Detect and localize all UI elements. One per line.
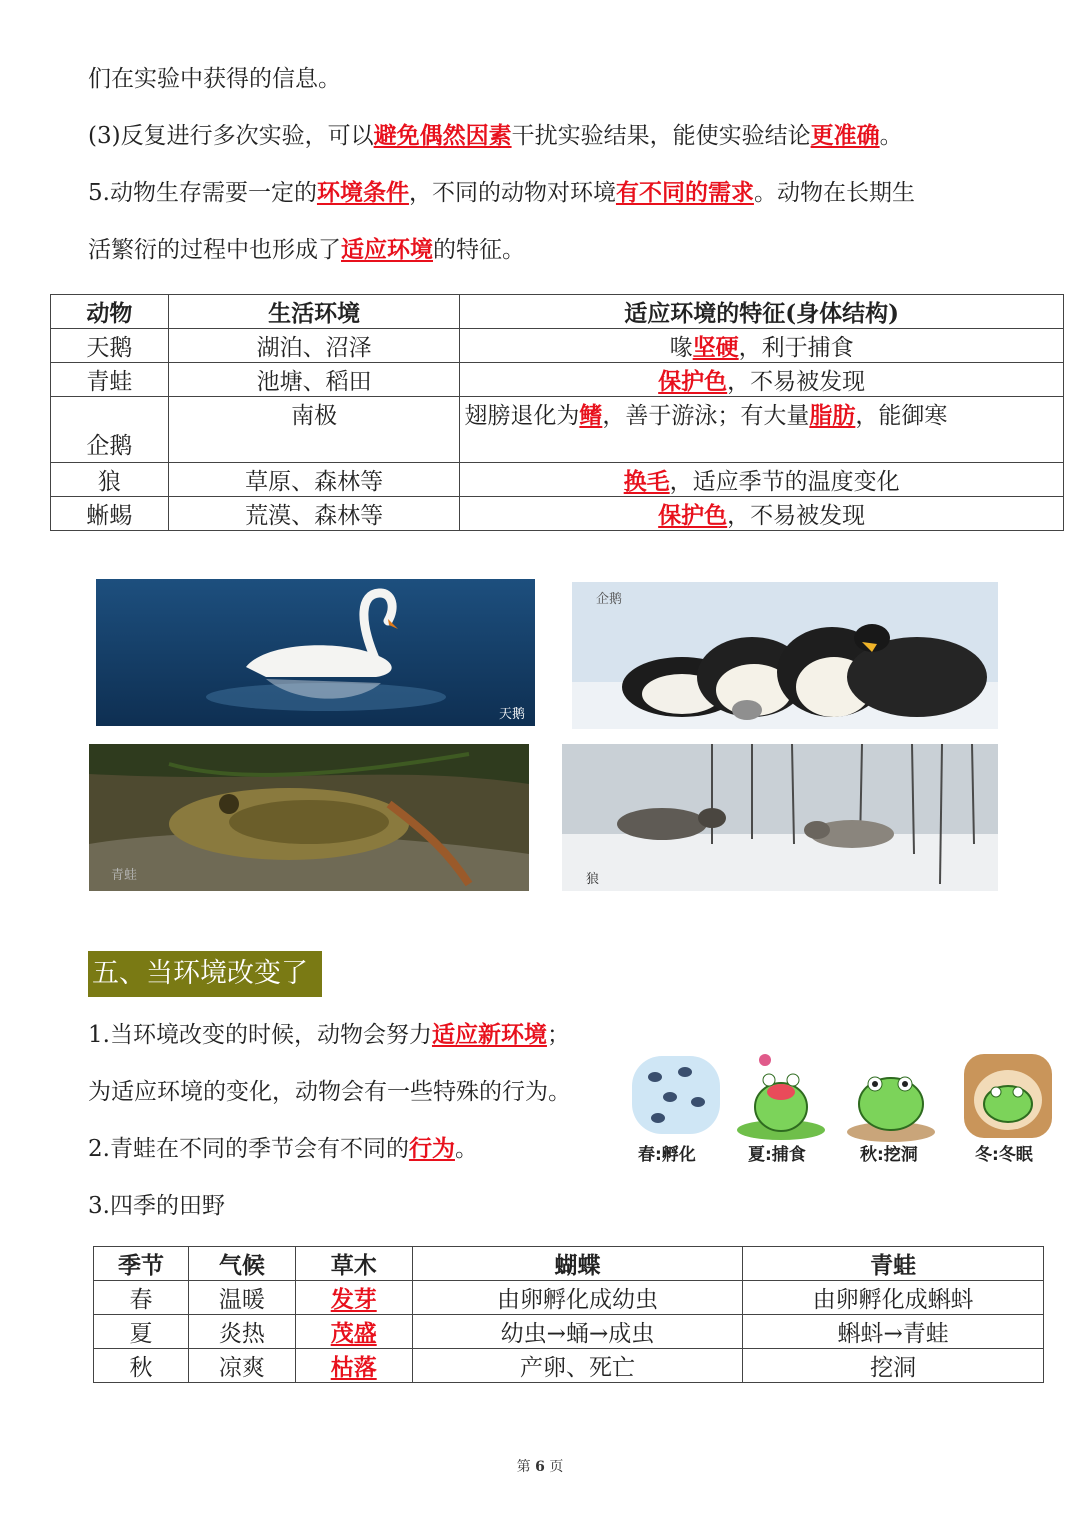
butterfly-cell: 幼虫→蛹→成虫: [412, 1315, 743, 1349]
keyword: 避免偶然因素: [373, 122, 512, 149]
animal-cell: 蜥蜴: [51, 497, 169, 531]
keyword: 更准确: [810, 122, 880, 149]
header-cell: 蝴蝶: [412, 1247, 743, 1281]
season-table: [93, 1246, 1044, 1383]
page-number: 6: [535, 1459, 545, 1475]
text-seg: 。: [454, 1136, 478, 1162]
header-cell: 适应环境的特征(身体结构): [460, 295, 1064, 329]
text-line-8: 3.四季的田野: [88, 1193, 225, 1219]
animal-cell: 狼: [51, 463, 169, 497]
photo-label: 狼: [586, 872, 600, 887]
text-line-7: [88, 1134, 478, 1164]
wolf-photo: [562, 744, 998, 891]
frog-catching-icon: [735, 1052, 827, 1144]
table-row: [51, 463, 1064, 497]
text-seg: 的特征。: [433, 237, 525, 263]
climate-cell: 炎热: [188, 1315, 295, 1349]
season-cell: 春: [94, 1281, 189, 1315]
feature-cell: [460, 397, 1064, 463]
keyword: 保护色: [658, 502, 728, 529]
keyword: 坚硬: [692, 334, 739, 361]
animal-cell: 天鹅: [51, 329, 169, 363]
season-caption: 秋:挖洞: [860, 1145, 918, 1165]
table-row: [51, 397, 1064, 463]
keyword: 枯落: [330, 1354, 377, 1381]
text-line-2: [88, 121, 903, 151]
text-seg: 干扰实验结果，能使实验结论: [511, 123, 811, 149]
keyword: 环境条件: [316, 179, 409, 206]
feature-cell: [460, 463, 1064, 497]
tadpole-icon: [630, 1052, 722, 1144]
text-line-3: [88, 178, 915, 208]
text-seg: ；: [546, 1022, 570, 1048]
frog-hibernating-icon: [962, 1052, 1054, 1144]
frog-cell: 挖洞: [743, 1349, 1044, 1383]
table-row: [94, 1281, 1044, 1315]
keyword: 鳍: [579, 402, 603, 429]
text-seg: 翅膀退化为: [464, 403, 580, 429]
table-header-row: [94, 1247, 1044, 1281]
env-cell: 荒漠、森林等: [168, 497, 460, 531]
keyword: 茂盛: [330, 1320, 377, 1347]
keyword: 有不同的需求: [615, 179, 754, 206]
feature-cell: [460, 363, 1064, 397]
text-line-4: [88, 235, 525, 265]
frog-cell: 由卵孵化成蝌蚪: [743, 1281, 1044, 1315]
keyword: 换毛: [623, 468, 670, 495]
season-caption: 夏:捕食: [748, 1145, 806, 1165]
table-row: [94, 1349, 1044, 1383]
header-cell: 季节: [94, 1247, 189, 1281]
season-caption: 冬:冬眠: [975, 1145, 1033, 1165]
text-seg: 5.动物生存需要一定的: [88, 180, 317, 206]
text-seg: 喙: [669, 335, 693, 361]
table-row: [51, 363, 1064, 397]
text-seg: ，能御寒: [855, 403, 948, 429]
feature-cell: [460, 329, 1064, 363]
header-cell: 草木: [295, 1247, 412, 1281]
text-line-1: 们在实验中获得的信息。: [88, 66, 341, 92]
keyword: 脂肪: [809, 402, 856, 429]
header-cell: 气候: [188, 1247, 295, 1281]
season-caption: 春:孵化: [638, 1145, 696, 1165]
header-cell: 青蛙: [743, 1247, 1044, 1281]
table-row: [51, 497, 1064, 531]
keyword: 发芽: [330, 1286, 377, 1313]
header-cell: 生活环境: [168, 295, 460, 329]
climate-cell: 凉爽: [188, 1349, 295, 1383]
text-seg: 活繁衍的过程中也形成了: [88, 237, 341, 263]
climate-cell: 温暖: [188, 1281, 295, 1315]
text-seg: ，不易被发现: [727, 369, 866, 395]
page-footer: [0, 1456, 1080, 1476]
keyword: 适应新环境: [431, 1021, 547, 1048]
footer-text: 页: [549, 1459, 564, 1475]
plant-cell: [295, 1315, 412, 1349]
header-cell: 动物: [51, 295, 169, 329]
season-cell: 秋: [94, 1349, 189, 1383]
table-row: [51, 329, 1064, 363]
section-title: 五、当环境改变了: [88, 951, 322, 997]
table-header-row: [51, 295, 1064, 329]
text-seg: (3)反复进行多次实验，可以: [88, 123, 374, 149]
text-seg: ，利于捕食: [738, 335, 854, 361]
photo-label: 天鹅: [498, 707, 525, 722]
animal-cell: 青蛙: [51, 363, 169, 397]
env-cell: 南极: [168, 397, 460, 463]
keyword: 保护色: [658, 368, 728, 395]
text-seg: 2.青蛙在不同的季节会有不同的: [88, 1136, 409, 1162]
text-seg: 1.当环境改变的时候，动物会努力: [88, 1022, 432, 1048]
feature-cell: [460, 497, 1064, 531]
table-row: [94, 1315, 1044, 1349]
frog-photo: [89, 744, 529, 891]
photo-label: 企鹅: [596, 592, 623, 607]
penguin-photo: [572, 582, 998, 729]
env-cell: 池塘、稻田: [168, 363, 460, 397]
season-cell: 夏: [94, 1315, 189, 1349]
plant-cell: [295, 1281, 412, 1315]
text-seg: 。: [879, 123, 903, 149]
animal-adaptation-table: [50, 294, 1064, 531]
text-seg: ，适应季节的温度变化: [669, 469, 900, 495]
swan-photo: [96, 579, 535, 726]
butterfly-cell: 由卵孵化成幼虫: [412, 1281, 743, 1315]
text-seg: 。动物在长期生: [753, 180, 915, 206]
photo-label: 青蛙: [111, 868, 138, 883]
text-line-6: 为适应环境的变化，动物会有一些特殊的行为。: [88, 1079, 571, 1105]
env-cell: 草原、森林等: [168, 463, 460, 497]
text-seg: ，善于游泳；有大量: [602, 403, 810, 429]
plant-cell: [295, 1349, 412, 1383]
text-line-5: [88, 1020, 570, 1050]
frog-cell: 蝌蚪→青蛙: [743, 1315, 1044, 1349]
frog-digging-icon: [845, 1052, 937, 1144]
text-seg: ，不易被发现: [727, 503, 866, 529]
animal-cell: 企鹅: [51, 397, 169, 463]
keyword: 适应环境: [341, 236, 433, 263]
text-seg: ，不同的动物对环境: [408, 180, 616, 206]
env-cell: 湖泊、沼泽: [168, 329, 460, 363]
butterfly-cell: 产卵、死亡: [412, 1349, 743, 1383]
footer-text: 第: [516, 1459, 531, 1475]
keyword: 行为: [408, 1135, 455, 1162]
